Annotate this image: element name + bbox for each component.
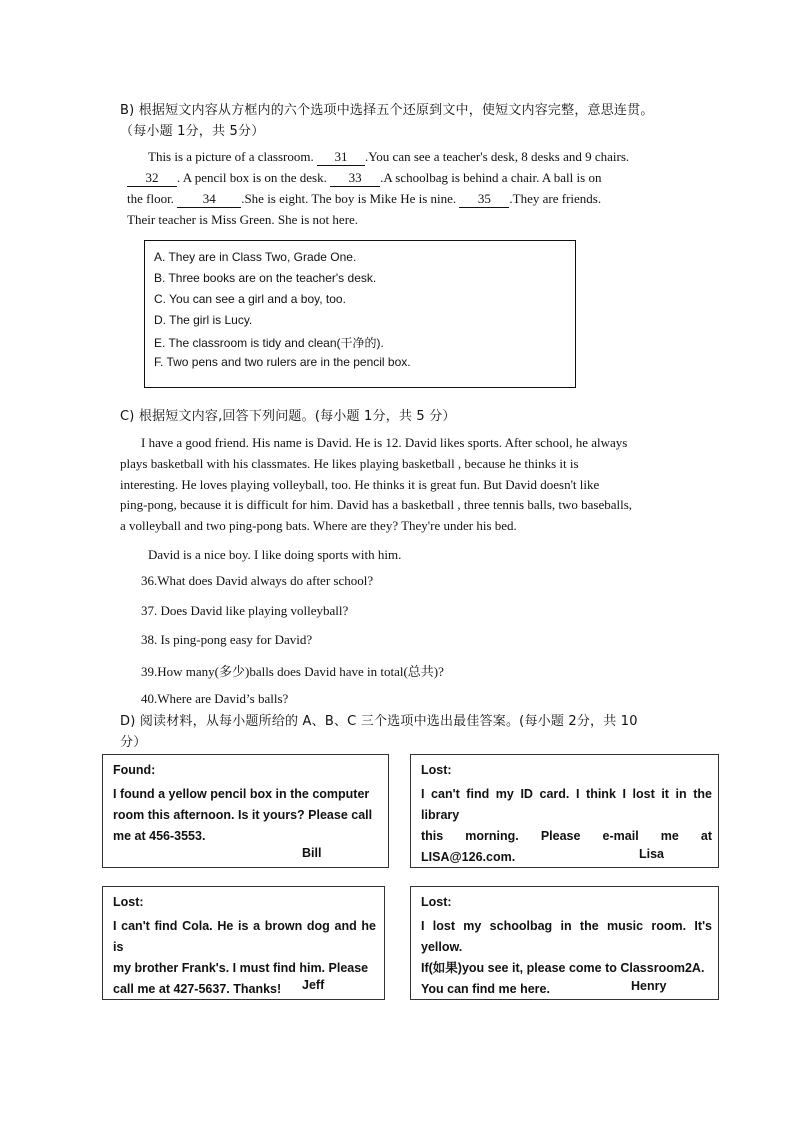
passage-b-text: the floor. <box>127 191 178 206</box>
notice-signer: Jeff <box>302 978 325 992</box>
passage-c-line-3: interesting. He loves playing volleyball, too. He thinks it is great fun. But David doesn't like <box>120 477 600 492</box>
passage-b-text: .They are friends. <box>509 191 602 206</box>
notice-found-bill <box>102 754 389 868</box>
option-d: D. The girl is Lucy. <box>154 313 253 327</box>
passage-c-line-2: plays basketball with his classmates. He likes playing basketball , because he thinks it is <box>120 456 579 471</box>
option-f: F. Two pens and two rulers are in the pencil box. <box>154 355 411 369</box>
notice-line: this morning. Please e-mail me at LISA@126.com. <box>421 829 712 864</box>
passage-b-text: .You can see a teacher's desk, 8 desks and 9 chairs. <box>364 149 630 164</box>
section-b-title: B) 根据短文内容从方框内的六个选项中选择五个还原到文中，使短文内容完整，意思连贯。 <box>120 103 654 118</box>
notice-message <box>421 784 712 868</box>
notice-lost-jeff <box>102 886 385 1000</box>
blank-34: 34 <box>177 191 241 208</box>
option-c: C. You can see a girl and a boy, too. <box>154 292 346 306</box>
notice-kind: Lost: <box>421 895 452 909</box>
option-b: B. Three books are on the teacher's desk. <box>154 271 377 285</box>
notice-line: me at 456-3553. <box>113 829 206 843</box>
option-e: E. The classroom is tidy and clean(干净的). <box>154 336 384 350</box>
question-39: 39.How many(多少)balls does David have in total(总共)? <box>141 664 444 679</box>
section-d-title: D) 阅读材料，从每小题所给的 A、B、C 三个选项中选出最佳答案。(每小题 2分，共 10 <box>120 714 638 729</box>
notice-line: room this afternoon. Is it yours? Please call <box>113 808 373 822</box>
passage-b-line-1 <box>148 149 629 166</box>
passage-c-line-4: ping-pong, because it is difficult for him. David has a basketball , three tennis balls, two baseballs, <box>120 497 633 512</box>
section-d-title-cont: 分） <box>120 735 147 750</box>
notice-kind: Found: <box>113 763 156 777</box>
option-a: A. They are in Class Two, Grade One. <box>154 250 357 264</box>
question-36: 36.What does David always do after school? <box>141 573 374 588</box>
notice-line: I can't find Cola. He is a brown dog and he is <box>113 919 376 954</box>
notice-lost-lisa <box>410 754 719 868</box>
notice-line: If(如果)you see it, please come to Classroom2A. <box>421 961 705 975</box>
notice-line: I lost my schoolbag in the music room. It's yellow. <box>421 919 712 954</box>
notice-line: my brother Frank's. I must find him. Please <box>113 961 369 975</box>
notice-message <box>113 784 380 847</box>
blank-32: 32 <box>127 170 177 187</box>
notice-line: call me at 427-5637. Thanks! <box>113 982 282 996</box>
passage-b-line-4: Their teacher is Miss Green. She is not here. <box>127 212 359 227</box>
passage-b-line-2 <box>127 170 601 187</box>
notice-signer: Lisa <box>639 847 665 861</box>
notice-kind: Lost: <box>421 763 452 777</box>
passage-c-line-5: a volleyball and two ping-pong bats. Where are they? They're under his bed. <box>120 518 517 533</box>
notice-lost-henry <box>410 886 719 1000</box>
question-40: 40.Where are David’s balls? <box>141 691 289 706</box>
passage-b-text: This is a picture of a classroom. <box>148 149 317 164</box>
notice-signer: Henry <box>631 979 667 993</box>
notice-line: I can't find my ID card. I think I lost it in the library <box>421 787 712 822</box>
notice-message <box>421 916 712 1000</box>
passage-b-line-3 <box>127 191 601 208</box>
blank-33: 33 <box>330 170 380 187</box>
question-37: 37. Does David like playing volleyball? <box>141 603 349 618</box>
notice-signer: Bill <box>302 846 322 860</box>
passage-b-text: .She is eight. The boy is Mike He is nine. <box>241 191 460 206</box>
notice-line: You can find me here. <box>421 982 550 996</box>
section-b-title-cont: （每小题 1分，共 5分） <box>120 124 265 139</box>
notice-line: I found a yellow pencil box in the computer <box>113 787 370 801</box>
notice-kind: Lost: <box>113 895 144 909</box>
section-c-title: C) 根据短文内容,回答下列问题。(每小题 1分，共 5 分） <box>120 409 456 424</box>
passage-c-closing: David is a nice boy. I like doing sports with him. <box>148 547 402 562</box>
blank-31: 31 <box>317 149 365 166</box>
passage-b-text: . A pencil box is on the desk. <box>177 170 331 185</box>
question-38: 38. Is ping-pong easy for David? <box>141 632 313 647</box>
options-box <box>144 240 576 388</box>
blank-35: 35 <box>459 191 509 208</box>
passage-b-text: .A schoolbag is behind a chair. A ball is on <box>380 170 602 185</box>
passage-c-line-1: I have a good friend. His name is David. He is 12. David likes sports. After school, he always <box>141 435 628 450</box>
notice-message <box>113 916 376 1000</box>
